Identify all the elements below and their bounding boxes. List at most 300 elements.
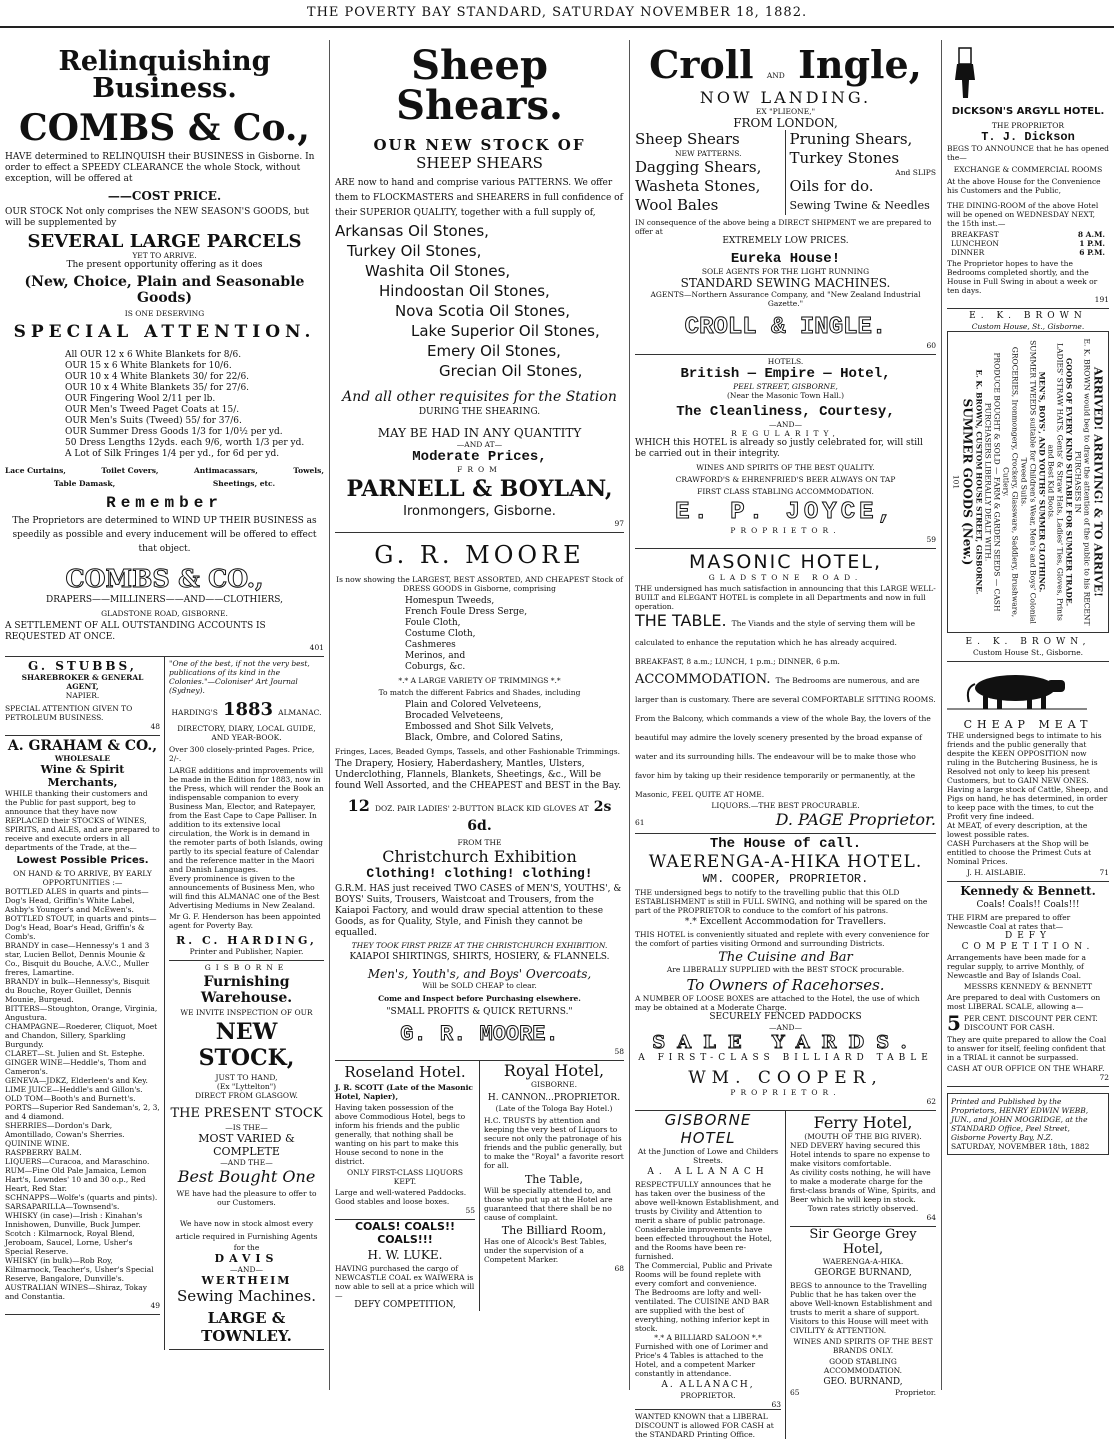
list-item: All OUR 12 x 6 White Blankets for 8/6. <box>65 350 242 360</box>
ad-number: 60 <box>926 341 936 350</box>
col1-lower <box>5 657 324 1350</box>
ad-number: 61 <box>635 818 645 827</box>
vert-line: E. K. BROWN would beg to draw the attention of the public to his RECENT PURCHASES IN <box>1073 338 1092 626</box>
combs-our-stock: OUR STOCK Not only comprises the NEW SEASON'S GOODS, but will be supplemented by <box>5 207 310 228</box>
list-item: OUR Fingering Wool 2/11 per lb. <box>65 394 216 404</box>
gh-body-4: The Bedrooms are lofty and well-ventilated. The CUISINE AND BAR are supplied with the best of everything, nothing inferior kept in stock. <box>635 1288 770 1333</box>
luke-defy: DEFY COMPETITION, <box>354 1300 456 1310</box>
brown-advert <box>947 309 1109 662</box>
shears-new-stock: OUR NEW STOCK OF <box>373 136 586 154</box>
list-item: SCHNAPPS—Wolfe's (quarts and pints). <box>5 1193 158 1202</box>
linen-item: Towels, <box>293 466 324 475</box>
shears-during: DURING THE SHEARING. <box>418 407 541 417</box>
meal-row <box>951 239 1105 248</box>
masonic-accom-body: The Bedrooms are numerous, and are larger than is customary. There are several COMFORTABLE SITTING ROOMS. From the Balcony, which commands a view of the whole Bay, the lovers of the beautiful may admire the lovely scenery presented by the broad expanse of water and its surrounding hills. The endeavour will be to make those who favor him by taking up their residence temporarily or permanently, at the Masonic, FEEL QUITE AT HOME. <box>635 676 936 799</box>
harding-agent: Mr G. F. Henderson has been appointed agent for Poverty Bay. <box>169 912 321 930</box>
grey-body: BEGS to announce to the Travelling Public that he has taken over the above Well-known Establishment and trusts to merit a share of support. <box>790 1281 933 1317</box>
gis-and: —AND THE— <box>220 1158 273 1167</box>
moore-match: To match the different Fabrics and Shades, including <box>378 688 581 697</box>
gis-new: NEW STOCK, <box>198 1019 295 1071</box>
gis-invite: WE INVITE INSPECTION OF OUR <box>180 1008 313 1017</box>
column-1 <box>0 40 330 1390</box>
waerenga-excellent: *.* Excellent Accommodation for Travellers. <box>684 917 887 927</box>
list-item: OUR Men's Suits (Tweed) 55/ for 37/6. <box>65 416 242 426</box>
grey-stable: GOOD STABLING ACCOMMODATION. <box>823 1357 903 1375</box>
ad-number: 71 <box>1099 868 1109 877</box>
gh-saloon: *.* A BILLIARD SALOON *.* <box>654 1333 762 1342</box>
combs-trades: DRAPERS——MILLINERS——AND——CLOTHIERS, <box>45 595 283 605</box>
graham-hand: ON HAND & TO ARRIVE, BY EARLY OPPORTUNITIES :— <box>13 869 152 887</box>
waerenga-body: THE undersigned begs to notify to the travelling public that this OLD ESTABLISHMENT is still in FULL SWING, and nothing will be spared on the part of the PROPRIETOR to conduce to the comfort of his patrons. <box>635 888 928 915</box>
list-item: QUININE WINE. <box>5 1139 70 1148</box>
gh-name: GISBORNE HOTEL <box>664 1111 752 1147</box>
masonic-table <box>635 611 936 668</box>
harding-year: 1883 <box>222 699 274 720</box>
gloves-price: 2s 6d. <box>467 799 612 834</box>
graham-name: A. GRAHAM & CO., <box>7 738 158 754</box>
waerenga-name: WAERENGA-A-HIKA HOTEL. <box>648 852 923 872</box>
ad-number: 65 <box>790 1388 800 1397</box>
ad-number: 191 <box>1094 295 1109 304</box>
grey-name: Sir George Grey Hotel, <box>809 1227 917 1257</box>
list-item: Cashmeres <box>405 640 456 650</box>
gh-body-2: Considerable improvements have been effected throughout the Hotel, and the Rooms have been re-furnished. <box>635 1225 773 1261</box>
dickson-exchange: EXCHANGE & COMMERCIAL ROOMS <box>953 165 1103 174</box>
parnell-name: PARNELL & BOYLAN, <box>346 476 613 502</box>
list-item: SARSAPARILLA—Townsend's. <box>5 1202 120 1211</box>
shears-quantity: MAY BE HAD IN ANY QUANTITY <box>377 426 582 440</box>
graham-prices: Lowest Possible Prices. <box>16 855 149 866</box>
croll-machines: STANDARD SEWING MACHINES. <box>680 276 891 290</box>
list-item: LIQUERS—Curacoa, and Maraschino. <box>5 1157 150 1166</box>
imprint-date: SATURDAY, NOVEMBER 18th, 1882 <box>951 1142 1090 1151</box>
croll-headline <box>635 42 936 87</box>
list-item: BRANDY in case—Hennessy's 1 and 3 star, Lucien Bellot, Dennis Mounie & Co., Bisquit du Bouche, A.V.C., Muller freres, Lamartine. <box>5 941 150 977</box>
brown-sub: Custom House St., Gisborne. <box>972 648 1084 657</box>
grm-come: Come and Inspect before Purchasing elsewhere. <box>378 994 581 1003</box>
meal-time: 8 A.M. <box>1077 230 1105 239</box>
vert-line: GROCERIES, Ironmongery, Crockery, Glassware, Saddlery, Brushware, Cutlery. <box>1001 346 1020 618</box>
list-item: Brocaded Velveteens, <box>405 711 504 721</box>
combs-linens-row <box>5 466 324 475</box>
combs-parcels: SEVERAL LARGE PARCELS <box>27 231 302 252</box>
gis-present: THE PRESENT STOCK <box>170 1106 323 1121</box>
british-stabling: FIRST CLASS STABLING ACCOMMODATION. <box>697 487 874 496</box>
col3-lower <box>635 1111 936 1439</box>
imprint-box <box>947 1093 1109 1155</box>
gh-allanach-prop: PROPRIETOR. <box>680 1391 736 1400</box>
harding-title <box>169 699 324 720</box>
luke-coals: COALS! COALS!! COALS!!! <box>354 1220 456 1246</box>
joyce-prop: PROPRIETOR. <box>730 526 841 535</box>
gis-is: —IS THE— <box>225 1123 268 1132</box>
moore-items <box>335 596 624 673</box>
list-item: OUR Men's Tweed Paget Coats at 15/. <box>65 405 240 415</box>
ferry-name: Ferry Hotel, <box>813 1113 913 1132</box>
ferry-sub: (MOUTH OF THE BIG RIVER). <box>804 1132 922 1141</box>
croll-agents: AGENTS—Northern Assurance Company, and "New Zealand Industrial Gazette." <box>650 290 921 308</box>
royal-billiard: The Billiard Room, <box>501 1224 607 1237</box>
harding-body-2: Every prominence is given to the announcements of Business Men, who will find this ALMANAC one of the Best Advertising Mediums in New Zealand. <box>169 874 320 910</box>
grey-footer <box>790 1388 936 1397</box>
gis-ex: (Ex "Lyttelton") <box>216 1082 277 1091</box>
vert-line: PRODUCE BOUGHT & SOLD — FARM & GARDEN SEEDS — CASH PURCHASERS LIBERALLY DEALT WITH. <box>983 352 1002 612</box>
gis-pleasure: WE have had the pleasure to offer to our Customers. <box>176 1189 317 1207</box>
croll-eureka: Eureka House! <box>730 251 841 267</box>
ad-number: 48 <box>150 722 160 731</box>
linen-item: Table Damask, <box>53 479 116 488</box>
shears-at: —AND AT— <box>456 440 503 449</box>
list-item: GINGER WINE—Heddle's, Thom and Cameron's. <box>5 1058 147 1076</box>
list-item: Nova Scotia Oil Stones, <box>395 302 570 320</box>
list-item: CHAMPAGNE—Roederer, Cliquot, Moet and Chandon, Sillery, Sparkling Burgundy. <box>5 1022 158 1049</box>
british-cleanliness: The Cleanliness, Courtesy, <box>676 404 895 420</box>
roseland-stable: Large and well-watered Paddocks. Good stables and loose boxes. <box>335 1188 467 1206</box>
waerenga-cuisine: The Cuisine and Bar <box>718 950 853 965</box>
shears-requisites: And all other requisites for the Station <box>342 389 617 405</box>
waerenga-saleyards: SALE YARDS. <box>652 1032 919 1053</box>
ad-number: 49 <box>150 1301 160 1310</box>
graham-trade: WHOLESALE <box>54 754 111 763</box>
list-item: Merinos, and <box>405 651 466 661</box>
gisborne-furnishing-advert <box>169 961 324 1350</box>
roseland-body: Having taken possession of the above Commodious Hotel, begs to inform his friends and the public generally, that nothing shall be wanting on his part to make this House second to none in the district. <box>335 1103 466 1166</box>
dickson-dining: THE DINING-ROOM of the above Hotel will be opened on WEDNESDAY NEXT, the 15th inst.— <box>947 201 1099 228</box>
masonic-table-head: THE TABLE. <box>635 611 727 630</box>
croll-low: EXTREMELY LOW PRICES. <box>722 236 849 246</box>
waerenga-billiard: A FIRST-CLASS BILLIARD TABLE <box>638 1053 933 1063</box>
linen-item: Toilet Covers, <box>101 466 159 475</box>
vert-line: E. K. BROWN, CUSTOM HOUSE STREET, GISBORNE. <box>974 369 984 595</box>
ferry-body-2: As civility costs nothing, he will have to make a moderate charge for the first-class brands of Wine, Spirits, and Beer which he will keep in stock. <box>790 1168 936 1204</box>
roseland-liquors: ONLY FIRST-CLASS LIQUORS KEPT. <box>346 1168 464 1186</box>
moore-trimmings: *.* A LARGE VARIETY OF TRIMMINGS *.* <box>398 676 561 685</box>
list-item: Hindoostan Oil Stones, <box>379 282 550 300</box>
combs-goods: (New, Choice, Plain and Seasonable Goods) <box>24 274 305 306</box>
list-item: A Lot of Silk Fringes 1/4 per yd., for 6d per yd. <box>65 449 280 459</box>
waerenga-racehorses: To Owners of Racehorses. <box>686 976 885 994</box>
graham-body: WHILE thanking their customers and the Public for past support, beg to announce that they have now REPLACED their STOCKS of WINES, SPIRITS, and ALES, and are prepared to receive and execute orders in all departments of the Trade, at the— <box>5 789 160 852</box>
list-item: BOTTLED ALES in quarts and pints—Dog's Head, Griffin's White Label, Ashby's Younger's and McEwen's. <box>5 887 149 914</box>
royal-billiard-body: Has one of Alcock's Best Tables, under the supervision of a Competent Marker. <box>484 1237 607 1264</box>
luke-body: HAVING purchased the cargo of NEWCASTLE COAL ex WAIWERA is now able to sell at a price which will— <box>335 1264 475 1300</box>
grm-small: "SMALL PROFITS & QUICK RETURNS." <box>386 1007 573 1017</box>
list-item: LIME JUICE—Heddle's and Gillon's. <box>5 1085 143 1094</box>
british-empire-advert <box>635 355 936 549</box>
list-item: AUSTRALIAN WINES—Shiraz, Tokay and Constantia. <box>5 1283 147 1301</box>
column-3 <box>630 40 942 1439</box>
combs-advert <box>5 42 324 657</box>
gis-firm: LARGE & TOWNLEY. <box>201 1309 292 1345</box>
list-item: 50 Dress Lengths 12yds. each 9/6, worth 1/3 per yd. <box>65 438 305 448</box>
waerenga-boxes: A NUMBER OF LOOSE BOXES are attached to the Hotel, the use of which may be obtained at a Moderate Charge. <box>635 994 920 1012</box>
combs-yet: YET TO ARRIVE. <box>132 251 197 260</box>
list-item: BITTERS—Stoughton, Orange, Virginia, Angustura. <box>5 1004 158 1022</box>
masonic-intro: THE undersigned has much satisfaction in announcing that this LARGE WELL-BUILT and ELEGANT HOTEL is complete in all Departments and now in full operation. <box>635 584 936 611</box>
gh-body: RESPECTFULLY announces that he has taken over the business of the above well-known Establishment, and trusts by Civility and Attention to merit a share of public patronage. <box>635 1180 779 1225</box>
gis-title: Furnishing Warehouse. <box>200 974 293 1006</box>
combs-linens-row-2 <box>5 479 324 488</box>
ad-number: 64 <box>926 1213 936 1222</box>
sheep-shears-advert <box>335 42 624 533</box>
moore-velvets <box>335 700 624 744</box>
grm-body: G.R.M. HAS just received TWO CASES of MEN'S, YOUTHS', & BOYS' Suits, Trousers, Waistcoat and Trousers, from the Kaiapoi Factory, and would draw special attention to these Goods, as for Quality, Style, and Finish they cannot be equalled. <box>335 884 622 938</box>
list-item: BOTTLED STOUT, in quarts and pints—Dog's Head, Boar's Head, Griffin's & Comb's. <box>5 914 157 941</box>
list-item: WHISKY (in case)—Irish : Kinahan's Innishowen, Dunville, Buck Jumper. Scotch : Kilmarnock, Royal Blend, Jeroboam, Saucel, Lorne, Usher's Special Reserve. <box>5 1211 143 1256</box>
cooper-prop: PROPRIETOR. <box>730 1088 841 1097</box>
meal-name: LUNCHEON <box>951 239 999 248</box>
list-item: Black, Ombre, and Colored Satins, <box>405 733 564 743</box>
combs-special: SPECIAL ATTENTION. <box>13 322 316 342</box>
harding-body: LARGE additions and improvements will be made in the Edition for 1883, now in the Press, which will render the Book an indispensable companion to every Business Man, Elector, and Ratepayer, from the East Cape to Cape Palliser. In addition to its extensive local circulation, the Work is in demand in the remoter parts of both Islands, owing partly to its special feature of Calendar and the reference matter in the Maori and Danish Languages. <box>169 766 324 874</box>
grey-wines: WINES AND SPIRITS OF THE BEST BRANDS ONLY. <box>793 1337 933 1355</box>
meat-body-3: At MEAT, of every description, at the lowest possible rates. <box>947 821 1088 839</box>
british-regularity: REGULARITY, <box>731 429 840 438</box>
list-item: Wool Bales <box>635 196 719 214</box>
brown-rotated-text <box>952 337 1105 627</box>
kb-discount <box>947 1011 1109 1035</box>
col2-lower <box>335 1061 624 1311</box>
moore-gloves <box>335 796 624 834</box>
column-4 <box>942 40 1114 1390</box>
meat-aislabie: J. H. AISLABIE. <box>967 868 1026 877</box>
dickson-hotel-advert <box>947 42 1109 309</box>
harding-sub: DIRECTORY, DIARY, LOCAL GUIDE, AND YEAR-BOOK. <box>177 724 316 742</box>
croll-sole: SOLE AGENTS FOR THE LIGHT RUNNING <box>701 267 870 276</box>
kb-firm: MESSRS KENNEDY & BENNETT <box>963 982 1093 991</box>
masonic-footer <box>635 810 936 829</box>
moore-clothing: Clothing! clothing! clothing! <box>366 866 593 881</box>
meal-name: BREAKFAST <box>951 230 999 239</box>
brown-vertical-panel <box>947 331 1109 633</box>
list-item: OLD TOM—Booth's and Burnett's. <box>5 1094 136 1103</box>
kennedy-bennett-advert <box>947 882 1109 1087</box>
list-item: Plain and Colored Velveteens, <box>405 700 542 710</box>
list-item: Embossed and Shot Silk Velvets, <box>405 722 554 732</box>
shears-oils <box>335 221 624 381</box>
graham-sub: Wine & Spirit Merchants, <box>40 763 125 789</box>
combs-firm-2: COMBS & CO., <box>65 564 264 593</box>
meal-name: DINNER <box>951 248 985 257</box>
list-item: Sheep Shears <box>635 130 740 148</box>
meal-time: 1 P.M. <box>1079 239 1105 248</box>
royal-body: H.C. TRUSTS by attention and keeping the very best of Liquors to secure not only the patronage of his friends and the public generally, but to make the "Royal" a favorite resort for all. <box>484 1116 624 1170</box>
masonic-page-prop: D. PAGE Proprietor. <box>775 810 936 829</box>
list-item: PORTS—Superior Red Sandeman's, 2, 3, and 4 diamond. <box>5 1103 160 1121</box>
hotels-label: HOTELS. <box>767 357 804 366</box>
combs-address: GLADSTONE ROAD, GISBORNE. <box>101 609 228 618</box>
masonic-accom-head: ACCOMMODATION. <box>635 672 771 687</box>
stubbs-town: NAPIER. <box>65 691 100 700</box>
croll-ex: EX "PLIEONE," <box>755 107 816 116</box>
gis-best: Best Bought One <box>177 1167 316 1186</box>
kb-discount-number: 5 <box>947 1011 961 1035</box>
meal-row <box>951 248 1105 257</box>
waerenga-situated: THIS HOTEL is conveniently situated and replete with every convenience for the comfort of parties visiting Ormond and surrounding Districts. <box>635 930 930 948</box>
list-item: Sewing Twine & Needles <box>789 199 930 212</box>
kb-discount-label: PER CENT. DISCOUNT PER CENT. DISCOUNT FOR CASH. <box>963 1014 1098 1032</box>
gisborne-hotel-advert <box>635 1111 786 1439</box>
harding-advert <box>169 657 324 961</box>
list-item: Washita Oil Stones, <box>365 262 511 280</box>
gis-direct: DIRECT FROM GLASGOW. <box>195 1091 298 1100</box>
list-item: OUR Summer Dress Goods 1/3 for 1/0½ per yd. <box>65 427 283 437</box>
harding-quote: "One of the best, if not the very best, publications of its kind in the Colonies."—Coloniser' Art Journal (Sydney). <box>169 659 310 695</box>
croll-goods-right <box>786 130 937 215</box>
ad-number: 101 <box>951 474 961 490</box>
list-item: Emery Oil Stones, <box>427 342 561 360</box>
moore-name: G. R. MOORE <box>374 541 585 569</box>
vert-line: ARRIVED! ARRIVING! & TO ARRIVE! <box>1091 367 1105 597</box>
waerenga-supplied: Are LIBERALLY SUPPLIED with the BEST STOCK procurable. <box>666 965 905 974</box>
meal-time: 6 P.M. <box>1079 248 1105 257</box>
list-item: GENEVA—JDKZ, Elderleen's and Key. <box>5 1076 148 1085</box>
vert-line: SUMMER TWEEDS suitable for Children's Wear, Men's and Boys' Colonial Tweed Suits. <box>1019 340 1038 624</box>
ferry-hotel-advert <box>790 1111 936 1227</box>
list-item: Turkey Oil Stones, <box>347 242 482 260</box>
waerenga-house-call: The House of call. <box>709 836 862 852</box>
ad-number: 58 <box>614 1047 624 1056</box>
linen-item: Sheetings, etc. <box>212 479 276 488</box>
list-item: French Foule Dress Serge, <box>405 607 528 617</box>
vert-line: GOODS OF EVERY KIND SUITABLE FOR SUMMER TRADE. <box>1064 357 1074 607</box>
royal-name: Royal Hotel, <box>503 1061 605 1080</box>
vert-line: MEN'S, BOYS', AND YOUTHS' SUMMER CLOTHING. <box>1037 371 1047 593</box>
masonic-gladstone: GLADSTONE ROAD. <box>708 573 863 582</box>
moore-advert <box>335 533 624 1061</box>
gis-and-2: —AND— <box>230 1265 263 1274</box>
royal-late: (Late of the Tologa Bay Hotel.) <box>495 1104 613 1113</box>
kb-defy: DEFY COMPETITION. <box>961 931 1095 952</box>
list-item: Washeta Stones, <box>635 177 761 195</box>
meat-title: CHEAP MEAT <box>963 718 1093 731</box>
gis-known: We have now in stock almost every article required in Furnishing Agents <box>175 1219 318 1241</box>
british-name: British — Empire — Hotel, <box>680 366 891 382</box>
vert-line: LADIES' STRAW HATS, Gents' & Straw Hats, Ladies' Ties, Gloves, Prints and Best Kid Boots. <box>1046 343 1065 621</box>
brown-top-name: E. K. BROWN <box>969 311 1087 321</box>
kb-body-4: They are quite prepared to allow the Coal to answer for itself, feeling confident that in a TRIAL it cannot be surpassed. <box>947 1035 1107 1062</box>
british-and: —AND— <box>769 420 802 429</box>
grm-overcoats: Men's, Youth's, and Boys' Overcoats, <box>367 967 592 981</box>
meat-body: THE undersigned begs to intimate to his friends and the public generally that despite the KEEN OPPOSITION now ruling in the Butchering Business, he is Resolved not only to keep his present Customers, but to GAIN NEW ONES. <box>947 731 1102 785</box>
col3-lower-right <box>786 1111 936 1439</box>
harding-pages: Over 300 closely-printed Pages. Price, 2/-. <box>169 745 315 763</box>
ad-number: 59 <box>926 535 936 544</box>
combs-remember: Remember <box>106 494 223 512</box>
graham-advert <box>5 736 160 1315</box>
grey-sub: WAERENGA-A-HIKA. <box>822 1257 904 1266</box>
croll-headline-b: Ingle, <box>798 42 922 87</box>
dickson-proprietor-label: THE PROPRIETOR <box>991 121 1065 130</box>
moore-fringes: Fringes, Laces, Beaded Gymps, Tassels, and other Fashionable Trimmings. <box>335 747 621 756</box>
kb-coals: Coals! Coals!! Coals!!! <box>976 900 1080 910</box>
ad-number: 55 <box>465 1206 475 1215</box>
list-item: BRANDY in bulk—Hennessy's, Bisquit du Bouche, Royer Guillet, Dennis Mounie, Burgeud. <box>5 977 150 1004</box>
harding-name: R. C. HARDING, <box>176 934 317 947</box>
waerenga-and: —AND— <box>769 1023 802 1032</box>
waerenga-cooper: WM. COOPER, PROPRIETOR. <box>702 872 869 886</box>
col2-lower-left <box>335 1061 480 1311</box>
croll-consequence: IN consequence of the above being a DIRECT SHIPMENT we are prepared to offer at <box>635 218 932 236</box>
list-item: WHISKY (in bulk)—Rob Roy, Kilmarnock, Teacher's, Usher's Special Reserve, Bangalore, Dunville's. <box>5 1256 154 1283</box>
combs-intro: HAVE determined to RELINQUISH their BUSINESS in Gisborne. In order to effect a SPEEDY CLEARANCE the whole Stock, without exception, will be offered at <box>5 152 315 184</box>
masthead: THE POVERTY BAY STANDARD, SATURDAY NOVEMBER 18, 1882. <box>0 0 1114 28</box>
graham-items <box>5 887 160 1301</box>
list-item: Arkansas Oil Stones, <box>335 222 489 240</box>
ad-number: 68 <box>614 1264 624 1273</box>
royal-town: GISBORNE. <box>531 1080 577 1089</box>
ad-number: 63 <box>771 1400 781 1409</box>
roseland-prop: J. R. SCOTT (Late of the Masonic Hotel, Napier), <box>335 1083 473 1101</box>
shears-shears: SHEEP SHEARS <box>416 154 543 172</box>
shears-headline: Sheep Shears. <box>396 42 563 129</box>
stubbs-note: SPECIAL ATTENTION GIVEN TO PETROLEUM BUSINESS. <box>5 704 133 722</box>
gh-saloon-body: Furnished with one of Lorimer and Price's 4 Tables is attached to the Hotel, and a competent Marker constantly in attendance. <box>635 1342 769 1378</box>
kb-office: CASH AT OUR OFFICE ON THE WHARF. <box>947 1064 1105 1073</box>
list-item: OUR 15 x 6 White Blankets for 10/6. <box>65 361 232 371</box>
list-item: Foule Cloth, <box>405 618 461 628</box>
stubbs-name: G. STUBBS, <box>28 659 137 673</box>
vert-line: SUMMER GOODS (New.) <box>960 398 975 566</box>
cheap-meat-advert <box>947 662 1109 882</box>
grm-cheap: Will be SOLD CHEAP to clear. <box>422 981 537 990</box>
grm-prize: THEY TOOK FIRST PRIZE AT THE CHRISTCHURCH EXHIBITION. <box>351 941 608 950</box>
stubbs-advert <box>5 657 160 736</box>
grey-hotel-advert <box>790 1227 936 1397</box>
meat-body-2: Having a large stock of Cattle, Sheep, and Pigs on hand, he has determined, in order to keep pace with the times, to cut the Profit very fine indeed. <box>947 785 1109 821</box>
imprint-text: Printed and Published by the Proprietors, HENRY EDWIN WEBB, JUN., and JOHN MOGRIDGE, at the STANDARD Office, Peel Street, Gisborne Poverty Bay, N.Z. <box>951 1097 1089 1142</box>
british-wines: WINES AND SPIRITS OF THE BEST QUALITY. <box>696 463 875 472</box>
masonic-name: MASONIC HOTEL, <box>688 551 882 573</box>
kb-body-3: Are prepared to deal with Customers on most LIBERAL SCALE, allowing a— <box>947 993 1101 1011</box>
shears-moderate: Moderate Prices, <box>412 449 547 465</box>
croll-headline-a: Croll <box>649 42 754 87</box>
gis-most: MOST VARIED & COMPLETE <box>198 1132 295 1158</box>
masonic-hotel-advert <box>635 549 936 834</box>
list-item: OUR 10 x 4 White Blankets 35/ for 27/6. <box>65 383 250 393</box>
gh-body-3: The Commercial, Public and Private Rooms will be found replete with every comfort and convenience. <box>635 1261 773 1288</box>
stubbs-trade: SHAREBROKER & GENERAL AGENT, <box>21 673 144 691</box>
moore-from: FROM THE <box>457 838 502 847</box>
list-item: Costume Cloth, <box>405 629 476 639</box>
gloves-count: 12 <box>347 796 370 815</box>
ad-number: 97 <box>614 519 624 528</box>
dickson-begs: BEGS TO ANNOUNCE that he has opened the— <box>947 144 1109 162</box>
moore-christchurch: Christchurch Exhibition <box>382 847 577 866</box>
list-item: Dagging Shears, <box>635 158 762 176</box>
gloves-label: DOZ. PAIR LADIES' 2-BUTTON BLACK KID GLOVES AT <box>375 804 589 813</box>
harding-title-a: HARDING'S <box>171 708 218 717</box>
ferry-body: NED DEVERY having secured this Hotel intends to spare no expense to make visitors comfortable. <box>790 1141 930 1168</box>
col1-lower-left <box>5 657 165 1350</box>
combs-opportunity: The present opportunity offering as it does <box>66 260 263 270</box>
gh-junction: At the Junction of Lowe and Childers Streets. <box>637 1147 779 1165</box>
ad-number: 62 <box>926 1097 936 1106</box>
list-item: CLARET—St. Julien and St. Estephe. <box>5 1049 145 1058</box>
list-item: Turkey Stones <box>789 149 900 167</box>
harding-title-b: ALMANAC. <box>278 708 322 717</box>
grey-burnand-prop: Proprietor. <box>894 1388 936 1397</box>
column-2 <box>330 40 630 1390</box>
pointing-hand-icon <box>947 46 983 100</box>
brown-top-sub: Custom House, St., Gisborne. <box>971 322 1085 331</box>
roseland-name: Roseland Hotel. <box>344 1063 466 1081</box>
croll-name-2: CROLL & INGLE. <box>684 314 887 341</box>
list-item: Oils for do. <box>789 177 874 195</box>
linen-item: Antimacassars, <box>193 466 258 475</box>
royal-table: The Table, <box>524 1173 584 1186</box>
masonic-table-body: The Viands and the style of serving them will be calculated to enhance the reputation which he has already acquired. BREAKFAST, 8 a.m.; LUNCH, 1 p.m.; DINNER, 6 p.m. <box>635 619 916 666</box>
